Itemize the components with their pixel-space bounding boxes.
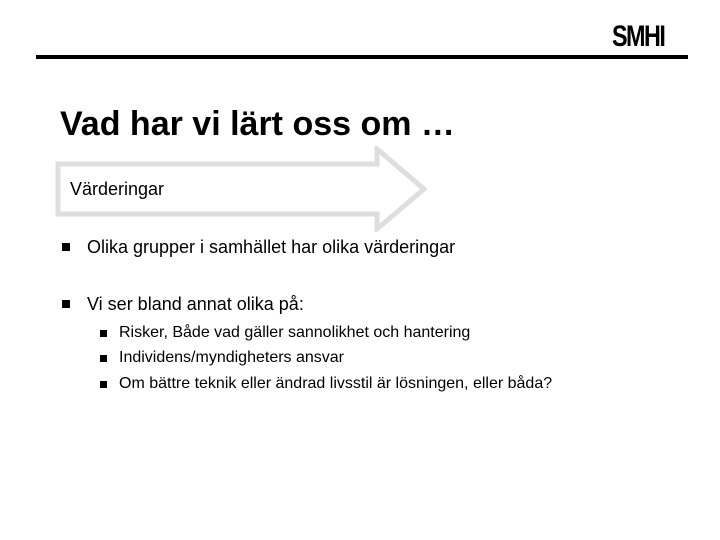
square-bullet-icon — [62, 243, 70, 251]
sub-bullet-item — [100, 323, 470, 343]
square-bullet-icon — [100, 381, 107, 388]
bullet-text: Vi ser bland annat olika på: — [87, 294, 304, 314]
bullet-text: Olika grupper i samhället har olika värderingar — [87, 237, 456, 257]
square-bullet-icon — [62, 300, 70, 308]
slide-title: Vad har vi lärt oss om … — [60, 105, 455, 143]
sub-bullet-item — [100, 348, 344, 368]
sub-bullet-text: Om bättre teknik eller ändrad livsstil är lösningen, eller båda? — [119, 375, 553, 392]
arrow-label: Värderingar — [70, 179, 165, 199]
bullet-item — [62, 293, 304, 315]
smhi-logo: SMHI — [612, 20, 665, 53]
sub-bullet-item — [100, 374, 552, 394]
square-bullet-icon — [100, 355, 107, 362]
bullet-item — [62, 236, 455, 258]
square-bullet-icon — [100, 330, 107, 337]
sub-bullet-text: Risker, Både vad gäller sannolikhet och hantering — [119, 324, 471, 341]
sub-bullet-text: Individens/myndigheters ansvar — [119, 349, 345, 366]
header-rule — [36, 55, 688, 59]
